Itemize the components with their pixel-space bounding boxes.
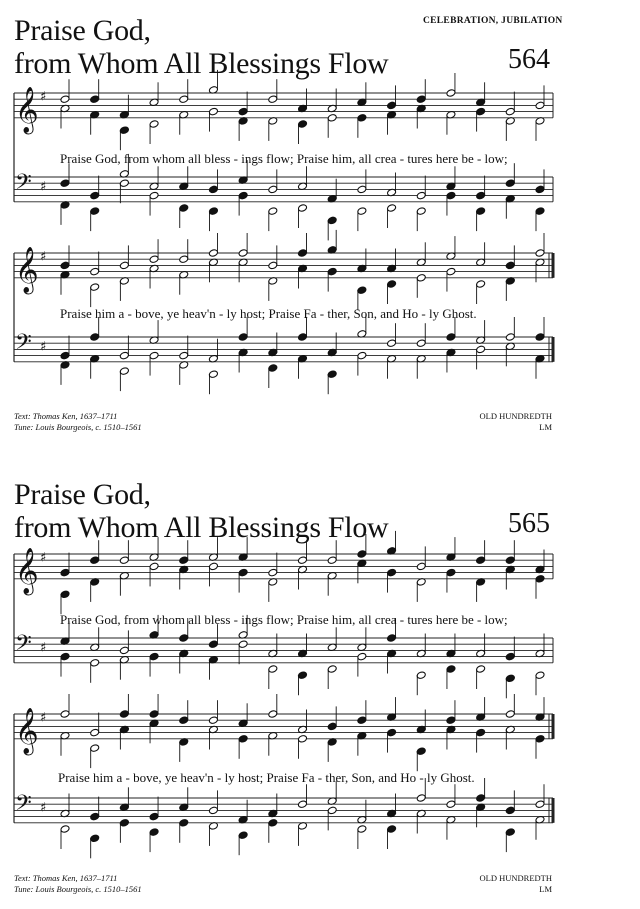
hymn-number: 565 bbox=[508, 508, 550, 539]
note-head bbox=[416, 191, 426, 200]
note-head bbox=[446, 800, 456, 809]
note-head bbox=[149, 351, 159, 360]
note-head bbox=[357, 114, 367, 123]
note-head bbox=[416, 747, 426, 756]
note-head bbox=[268, 185, 278, 194]
bass-clef-icon: 𝄢 bbox=[15, 330, 32, 361]
note-head bbox=[179, 716, 189, 725]
note-head bbox=[446, 665, 456, 674]
tune-name: OLD HUNDREDTH bbox=[479, 873, 552, 883]
note-head bbox=[238, 107, 248, 116]
note-head bbox=[208, 185, 218, 194]
note-head bbox=[208, 806, 218, 815]
credits bbox=[14, 873, 142, 895]
note-head bbox=[327, 722, 337, 731]
note-head bbox=[268, 568, 278, 577]
note-head bbox=[268, 364, 278, 373]
note-head bbox=[505, 806, 515, 815]
music-system bbox=[0, 85, 640, 215]
note-head bbox=[357, 207, 367, 216]
key-signature-sharp-icon: ♯ bbox=[40, 179, 47, 195]
note-head bbox=[357, 185, 367, 194]
note-head bbox=[238, 640, 248, 649]
note-head bbox=[357, 716, 367, 725]
note-head bbox=[90, 659, 100, 668]
note-head bbox=[505, 261, 515, 270]
note-head bbox=[505, 652, 515, 661]
note-head bbox=[298, 735, 308, 744]
note-head bbox=[387, 568, 397, 577]
note-head bbox=[327, 556, 337, 565]
note-head bbox=[327, 370, 337, 379]
note-head bbox=[119, 179, 129, 188]
note-head bbox=[476, 345, 486, 354]
note-head bbox=[149, 255, 159, 264]
note-head bbox=[298, 333, 308, 342]
note-head bbox=[357, 652, 367, 661]
note-head bbox=[327, 114, 337, 123]
note-head bbox=[119, 710, 129, 719]
note-head bbox=[208, 562, 218, 571]
note-head bbox=[476, 556, 486, 565]
note-head bbox=[149, 812, 159, 821]
note-head bbox=[505, 556, 515, 565]
note-head bbox=[90, 191, 100, 200]
note-head bbox=[535, 575, 545, 584]
hymn-title-line1: Praise God, bbox=[14, 14, 151, 47]
note-head bbox=[208, 640, 218, 649]
meter: LM bbox=[539, 884, 552, 894]
note-head bbox=[357, 550, 367, 559]
note-head bbox=[90, 283, 100, 292]
key-signature-sharp-icon: ♯ bbox=[40, 249, 47, 265]
key-signature-sharp-icon: ♯ bbox=[40, 339, 47, 355]
note-head bbox=[149, 191, 159, 200]
note-head bbox=[476, 665, 486, 674]
note-head bbox=[179, 204, 189, 213]
note-head bbox=[149, 562, 159, 571]
note-head bbox=[505, 333, 515, 342]
note-head bbox=[535, 671, 545, 680]
meter: LM bbox=[539, 422, 552, 432]
note-head bbox=[149, 652, 159, 661]
note-head bbox=[90, 556, 100, 565]
note-head bbox=[238, 333, 248, 342]
note-head bbox=[505, 107, 515, 116]
note-head bbox=[416, 274, 426, 283]
lyrics-line: Praise him a - bove, ye heav'n - ly host; Praise Fa - ther, Son, and Ho - ly Ghost. bbox=[58, 770, 475, 785]
text-credit: Text: Thomas Ken, 1637–1711 bbox=[14, 873, 118, 883]
note-head bbox=[416, 671, 426, 680]
note-head bbox=[119, 126, 129, 135]
note-head bbox=[476, 191, 486, 200]
note-head bbox=[387, 280, 397, 289]
note-head bbox=[119, 556, 129, 565]
note-head bbox=[60, 590, 70, 599]
note-head bbox=[416, 562, 426, 571]
note-head bbox=[535, 101, 545, 110]
treble-clef-icon: 𝄞 bbox=[15, 707, 39, 754]
hymn-title bbox=[14, 14, 388, 80]
note-head bbox=[535, 185, 545, 194]
note-head bbox=[387, 339, 397, 348]
note-head bbox=[357, 286, 367, 295]
lyrics-line: Praise God, from whom all bless - ings flow; Praise him, all crea - tures here be - low; bbox=[60, 151, 508, 166]
note-head bbox=[535, 800, 545, 809]
note-head bbox=[238, 735, 248, 744]
note-head bbox=[416, 95, 426, 104]
note-head bbox=[535, 249, 545, 258]
note-head bbox=[535, 333, 545, 342]
note-head bbox=[208, 207, 218, 216]
bass-clef-icon: 𝄢 bbox=[15, 170, 32, 201]
lyrics-line: Praise him a - bove, ye heav'n - ly host; Praise Fa - ther, Son, and Ho - ly Ghost. bbox=[60, 306, 477, 321]
note-head bbox=[505, 710, 515, 719]
note-head bbox=[387, 101, 397, 110]
note-head bbox=[387, 728, 397, 737]
note-head bbox=[90, 267, 100, 276]
music-system bbox=[0, 546, 640, 676]
bass-clef-icon: 𝄢 bbox=[15, 631, 32, 662]
note-head bbox=[90, 95, 100, 104]
note-head bbox=[298, 800, 308, 809]
note-head bbox=[60, 710, 70, 719]
note-head bbox=[298, 671, 308, 680]
note-head bbox=[60, 179, 70, 188]
note-head bbox=[327, 665, 337, 674]
note-head bbox=[268, 710, 278, 719]
credits bbox=[14, 411, 142, 433]
note-head bbox=[268, 665, 278, 674]
note-head bbox=[476, 107, 486, 116]
note-head bbox=[387, 204, 397, 213]
note-head bbox=[446, 191, 456, 200]
note-head bbox=[446, 333, 456, 342]
note-head bbox=[505, 674, 515, 683]
note-head bbox=[179, 351, 189, 360]
hymn-title-line2: from Whom All Blessings Flow bbox=[14, 47, 389, 80]
note-head bbox=[119, 819, 129, 828]
note-head bbox=[327, 267, 337, 276]
hymn-title bbox=[14, 478, 388, 544]
tune-info bbox=[480, 873, 552, 895]
note-head bbox=[505, 179, 515, 188]
note-head bbox=[357, 825, 367, 834]
note-head bbox=[298, 120, 308, 129]
note-head bbox=[90, 744, 100, 753]
note-head bbox=[60, 568, 70, 577]
note-head bbox=[416, 339, 426, 348]
note-head bbox=[90, 333, 100, 342]
note-head bbox=[119, 261, 129, 270]
note-head bbox=[238, 249, 248, 258]
note-head bbox=[60, 825, 70, 834]
note-head bbox=[179, 819, 189, 828]
text-credit: Text: Thomas Ken, 1637–1711 bbox=[14, 411, 118, 421]
note-head bbox=[505, 828, 515, 837]
treble-clef-icon: 𝄞 bbox=[15, 246, 39, 293]
note-head bbox=[60, 351, 70, 360]
note-head bbox=[268, 95, 278, 104]
note-head bbox=[268, 261, 278, 270]
note-head bbox=[327, 216, 337, 225]
tune-name: OLD HUNDREDTH bbox=[479, 411, 552, 421]
note-head bbox=[119, 351, 129, 360]
note-head bbox=[268, 819, 278, 828]
note-head bbox=[476, 728, 486, 737]
note-head bbox=[327, 806, 337, 815]
tune-credit: Tune: Louis Bourgeois, c. 1510–1561 bbox=[14, 422, 142, 432]
note-head bbox=[476, 207, 486, 216]
category-label: CELEBRATION, JUBILATION bbox=[423, 16, 563, 26]
note-head bbox=[298, 249, 308, 258]
note-head bbox=[119, 367, 129, 376]
note-head bbox=[357, 351, 367, 360]
note-head bbox=[387, 825, 397, 834]
note-head bbox=[416, 207, 426, 216]
note-head bbox=[446, 568, 456, 577]
note-head bbox=[60, 652, 70, 661]
note-head bbox=[149, 710, 159, 719]
note-head bbox=[416, 794, 426, 803]
note-head bbox=[238, 831, 248, 840]
note-head bbox=[90, 834, 100, 843]
note-head bbox=[208, 107, 218, 116]
note-head bbox=[179, 556, 189, 565]
key-signature-sharp-icon: ♯ bbox=[40, 640, 47, 656]
note-head bbox=[90, 812, 100, 821]
bass-clef-icon: 𝄢 bbox=[15, 791, 32, 822]
note-head bbox=[298, 204, 308, 213]
key-signature-sharp-icon: ♯ bbox=[40, 550, 47, 566]
note-head bbox=[179, 255, 189, 264]
note-head bbox=[119, 646, 129, 655]
note-head bbox=[446, 716, 456, 725]
hymn-title-line1: Praise God, bbox=[14, 478, 151, 511]
tune-credit: Tune: Louis Bourgeois, c. 1510–1561 bbox=[14, 884, 142, 894]
note-head bbox=[476, 280, 486, 289]
note-head bbox=[446, 89, 456, 98]
note-head bbox=[476, 794, 486, 803]
note-head bbox=[149, 828, 159, 837]
treble-clef-icon: 𝄞 bbox=[15, 547, 39, 594]
note-head bbox=[208, 370, 218, 379]
note-head bbox=[238, 568, 248, 577]
note-head bbox=[208, 249, 218, 258]
note-head bbox=[387, 634, 397, 643]
note-head bbox=[60, 95, 70, 104]
key-signature-sharp-icon: ♯ bbox=[40, 710, 47, 726]
hymn-number: 564 bbox=[508, 44, 550, 75]
note-head bbox=[535, 735, 545, 744]
note-head bbox=[179, 634, 189, 643]
tune-info bbox=[480, 411, 552, 433]
note-head bbox=[208, 716, 218, 725]
key-signature-sharp-icon: ♯ bbox=[40, 89, 47, 105]
note-head bbox=[90, 728, 100, 737]
note-head bbox=[268, 207, 278, 216]
treble-clef-icon: 𝄞 bbox=[15, 86, 39, 133]
note-head bbox=[149, 120, 159, 129]
note-head bbox=[298, 556, 308, 565]
key-signature-sharp-icon: ♯ bbox=[40, 800, 47, 816]
lyrics-line: Praise God, from whom all bless - ings flow; Praise him, all crea - tures here be - low; bbox=[60, 612, 508, 627]
note-head bbox=[446, 267, 456, 276]
note-head bbox=[238, 191, 248, 200]
note-head bbox=[179, 95, 189, 104]
hymn-title-line2: from Whom All Blessings Flow bbox=[14, 511, 389, 544]
note-head bbox=[90, 207, 100, 216]
note-head bbox=[535, 207, 545, 216]
note-head bbox=[60, 261, 70, 270]
